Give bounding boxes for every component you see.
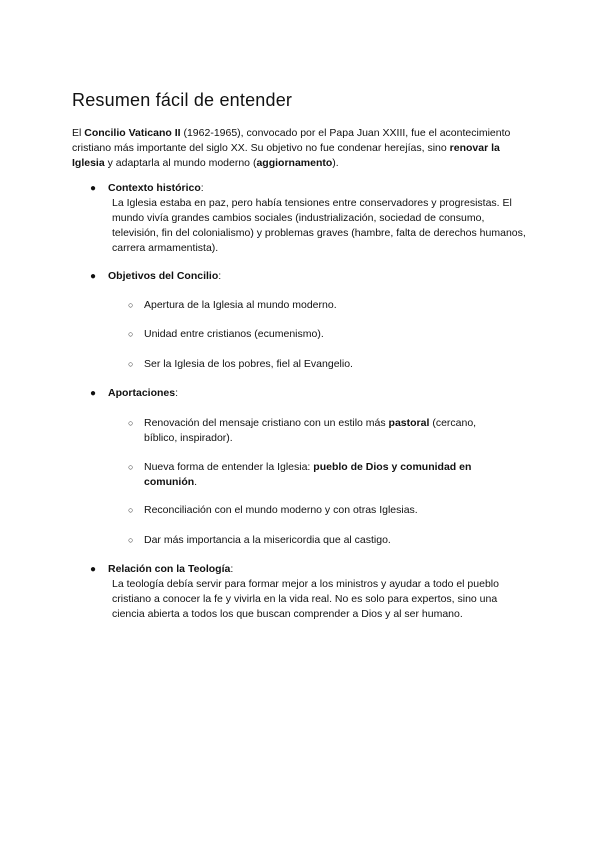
list-item-text: Dar más importancia a la misericordia que al castigo. (144, 534, 391, 546)
intro-text: y adaptarla al mundo moderno ( (104, 157, 257, 169)
list-item (128, 533, 504, 548)
colon: : (218, 270, 222, 282)
intro-text: ). (332, 157, 339, 169)
colon: : (175, 387, 179, 399)
sub-marker: ○ (128, 505, 134, 515)
sub-marker: ○ (128, 300, 134, 310)
list-item-text: (cercano, bíblico, inspirador). (144, 417, 477, 444)
bullet-heading: Contexto histórico (108, 182, 201, 194)
bullet-heading: Aportaciones (108, 387, 176, 399)
list-item-text: Apertura de la Iglesia al mundo moderno. (144, 299, 337, 311)
sub-marker: ○ (128, 329, 134, 339)
list-item-text: Unidad entre cristianos (ecumenismo). (144, 328, 324, 340)
intro-text: (1962-1965), convocado por el Papa Juan XXIII, fue el acontecimiento cristiano más importante del siglo XX. Su objetivo no fue condenar herejías, sino (72, 127, 511, 154)
intro-bold: aggiornamento (256, 157, 333, 169)
list-item-text: Nueva forma de entender la Iglesia: (144, 461, 314, 473)
list-item-text: Ser la Iglesia de los pobres, fiel al Evangelio. (144, 358, 353, 370)
sub-marker: ○ (128, 462, 134, 472)
list-item (128, 327, 504, 342)
bullet-marker: ● (90, 388, 97, 399)
list-item-bold: pueblo de Dios y comunidad en comunión (144, 461, 472, 488)
bullet-contexto (90, 181, 528, 256)
list-item (128, 460, 504, 490)
intro-text: El (72, 127, 85, 139)
list-item (128, 357, 504, 372)
list-item (128, 416, 504, 446)
bullet-text: La Iglesia estaba en paz, pero había tensiones entre conservadores y progresistas. El mundo vivía grandes cambios sociales (industrialización, sociedad de consumo, televisión, fin del colonialismo) y problemas graves (hambre, falta de derechos humanos, carrera armamentista). (112, 197, 526, 254)
page-title: Resumen fácil de entender (72, 90, 293, 110)
bullet-aportaciones (90, 386, 528, 401)
list-item-text: Renovación del mensaje cristiano con un estilo más (144, 417, 389, 429)
bullet-marker: ● (90, 271, 97, 282)
bullet-marker: ● (90, 564, 97, 575)
list-item-bold: pastoral (388, 417, 430, 429)
colon: : (200, 182, 204, 194)
bullet-text: La teología debía servir para formar mejor a los ministros y ayudar a todo el pueblo cristiano a conocer la fe y vivirla en la vida real. No es solo para expertos, sino una ciencia abierta a todos los que buscan comprender a Dios y al ser humano. (112, 578, 499, 620)
bullet-marker: ● (90, 183, 97, 194)
sub-marker: ○ (128, 535, 134, 545)
list-item-text: Reconciliación con el mundo moderno y con otras Iglesias. (144, 504, 418, 516)
intro-bold: Concilio Vaticano II (84, 127, 181, 139)
sub-marker: ○ (128, 359, 134, 369)
bullet-objetivos (90, 269, 528, 284)
colon: : (230, 563, 234, 575)
bullet-heading: Objetivos del Concilio (108, 270, 219, 282)
list-item (128, 503, 504, 518)
sub-marker: ○ (128, 418, 134, 428)
bullet-heading: Relación con la Teología (108, 563, 231, 575)
intro-bold: renovar la Iglesia (72, 142, 500, 169)
list-item-text: . (194, 476, 198, 488)
list-item (128, 298, 504, 313)
bullet-teologia (90, 562, 528, 622)
intro-paragraph (72, 126, 532, 171)
